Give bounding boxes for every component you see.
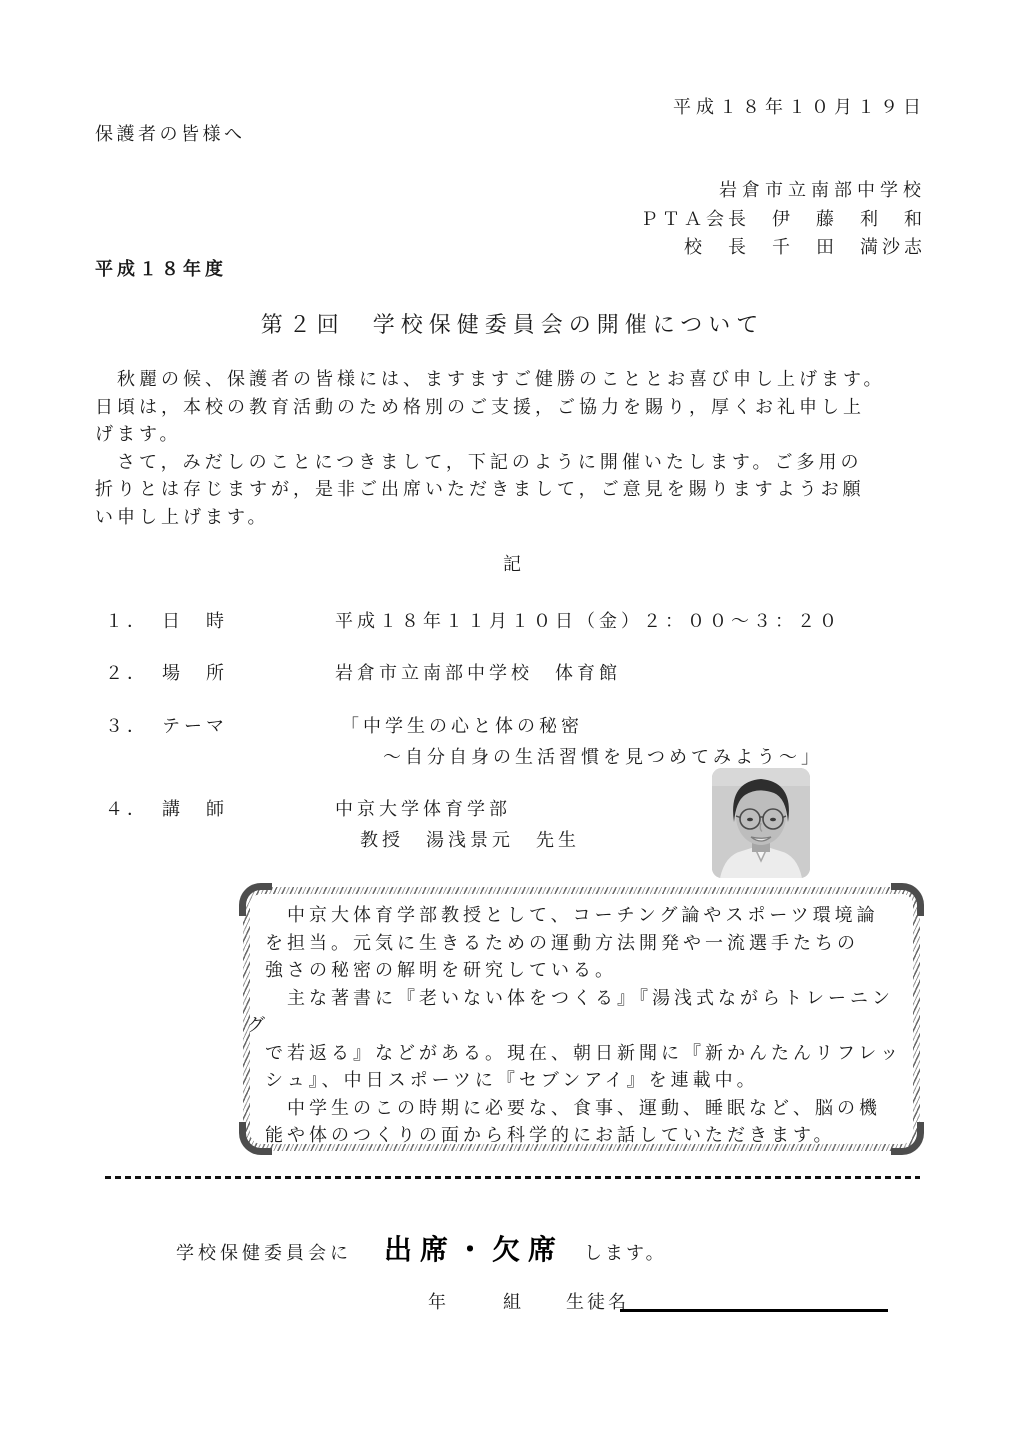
bio-line: 中京大体育学部教授として、コーチング論やスポーツ環境論 [265, 905, 879, 925]
item-4-label: ４． 講 師 [105, 799, 228, 819]
grade-label: 年 [428, 1292, 449, 1312]
lecturer-photo [712, 768, 810, 878]
bio-line: 能や体のつくりの面から科学的にお話していただきます。 [265, 1125, 836, 1145]
sender-pta-chair: ＰＴＡ会長 伊 藤 利 和 [640, 209, 926, 229]
sender-principal: 校 長 千 田 満沙志 [684, 237, 926, 257]
bio-line: シュ』、中日スポーツに『セブンアイ』を連載中。 [265, 1070, 759, 1090]
bio-line: 強さの秘密の解明を研究している。 [265, 960, 617, 980]
item-4-lecturer-line1: 中京大学体育学部 [335, 799, 511, 819]
document-title: 第２回 学校保健委員会の開催について [260, 312, 765, 337]
attendance-reply-row [176, 1228, 667, 1268]
student-name-label: 生徒名 [566, 1292, 630, 1312]
class-label: 組 [503, 1292, 525, 1312]
body-line: 日頃は，本校の教育活動のため格別のご支援，ご協力を賜り，厚くお礼申し上 [95, 396, 865, 417]
bio-line: を担当。元気に生きるための運動方法開発や一流選手たちの [265, 932, 859, 953]
fiscal-year-label: 平成１８年度 [95, 259, 227, 279]
reply-suffix: します。 [584, 1243, 667, 1263]
bio-line: で若返る』などがある。現在、朝日新聞に『新かんたんリフレッ [265, 1042, 903, 1063]
reply-prefix: 学校保健委員会に [176, 1243, 352, 1263]
item-3-theme-line2: ～自分自身の生活習慣を見つめてみよう～」 [383, 747, 823, 767]
body-line: 折りとは存じますが，是非ご出席いただきまして，ご意見を賜りますようお願 [95, 479, 865, 500]
item-1-datetime: 平成１８年１１月１０日（金）２：００～３：２０ [335, 611, 841, 631]
date-line: 平成１８年１０月１９日 [673, 97, 926, 117]
attendance-choice: 出席・欠席 [384, 1234, 565, 1265]
body-line: さて，みだしのことにつきまして，下記のように開催いたします。ご多用の [95, 451, 863, 472]
lecturer-bio-box [243, 887, 920, 1151]
lecturer-bio-text [247, 894, 913, 1145]
item-3-label: ３． テーマ [105, 716, 228, 736]
portrait-photo-icon [712, 768, 810, 878]
body-line: 秋麗の候、保護者の皆様には、ますますご健勝のこととお喜び申し上げます。 [95, 369, 886, 389]
item-2-label: ２． 場 所 [105, 663, 228, 683]
sender-school: 岩倉市立南部中学校 [719, 180, 926, 200]
item-4-lecturer-line2: 教授 湯浅景元 先生 [360, 830, 580, 850]
bio-line: グ [247, 1015, 269, 1035]
item-1-label: １． 日 時 [105, 611, 228, 631]
greeting-paragraphs [95, 366, 940, 532]
name-blank-line [620, 1309, 888, 1312]
body-line: げます。 [95, 424, 182, 445]
body-line: い申し上げます。 [95, 506, 270, 527]
recipient-line: 保護者の皆様へ [95, 124, 246, 144]
student-name-row [428, 1288, 629, 1314]
bio-line: 中学生のこの時期に必要な、食事、運動、睡眠など、脳の機 [265, 1097, 881, 1118]
cut-dashed-line [105, 1176, 920, 1179]
notice-marker: 記 [503, 554, 522, 574]
bio-line: 主な著書に『老いない体をつくる』『湯浅式ながらトレーニン [265, 987, 894, 1008]
item-2-place: 岩倉市立南部中学校 体育館 [335, 663, 621, 683]
item-3-theme-line1: 「中学生の心と体の秘密 [341, 716, 583, 736]
